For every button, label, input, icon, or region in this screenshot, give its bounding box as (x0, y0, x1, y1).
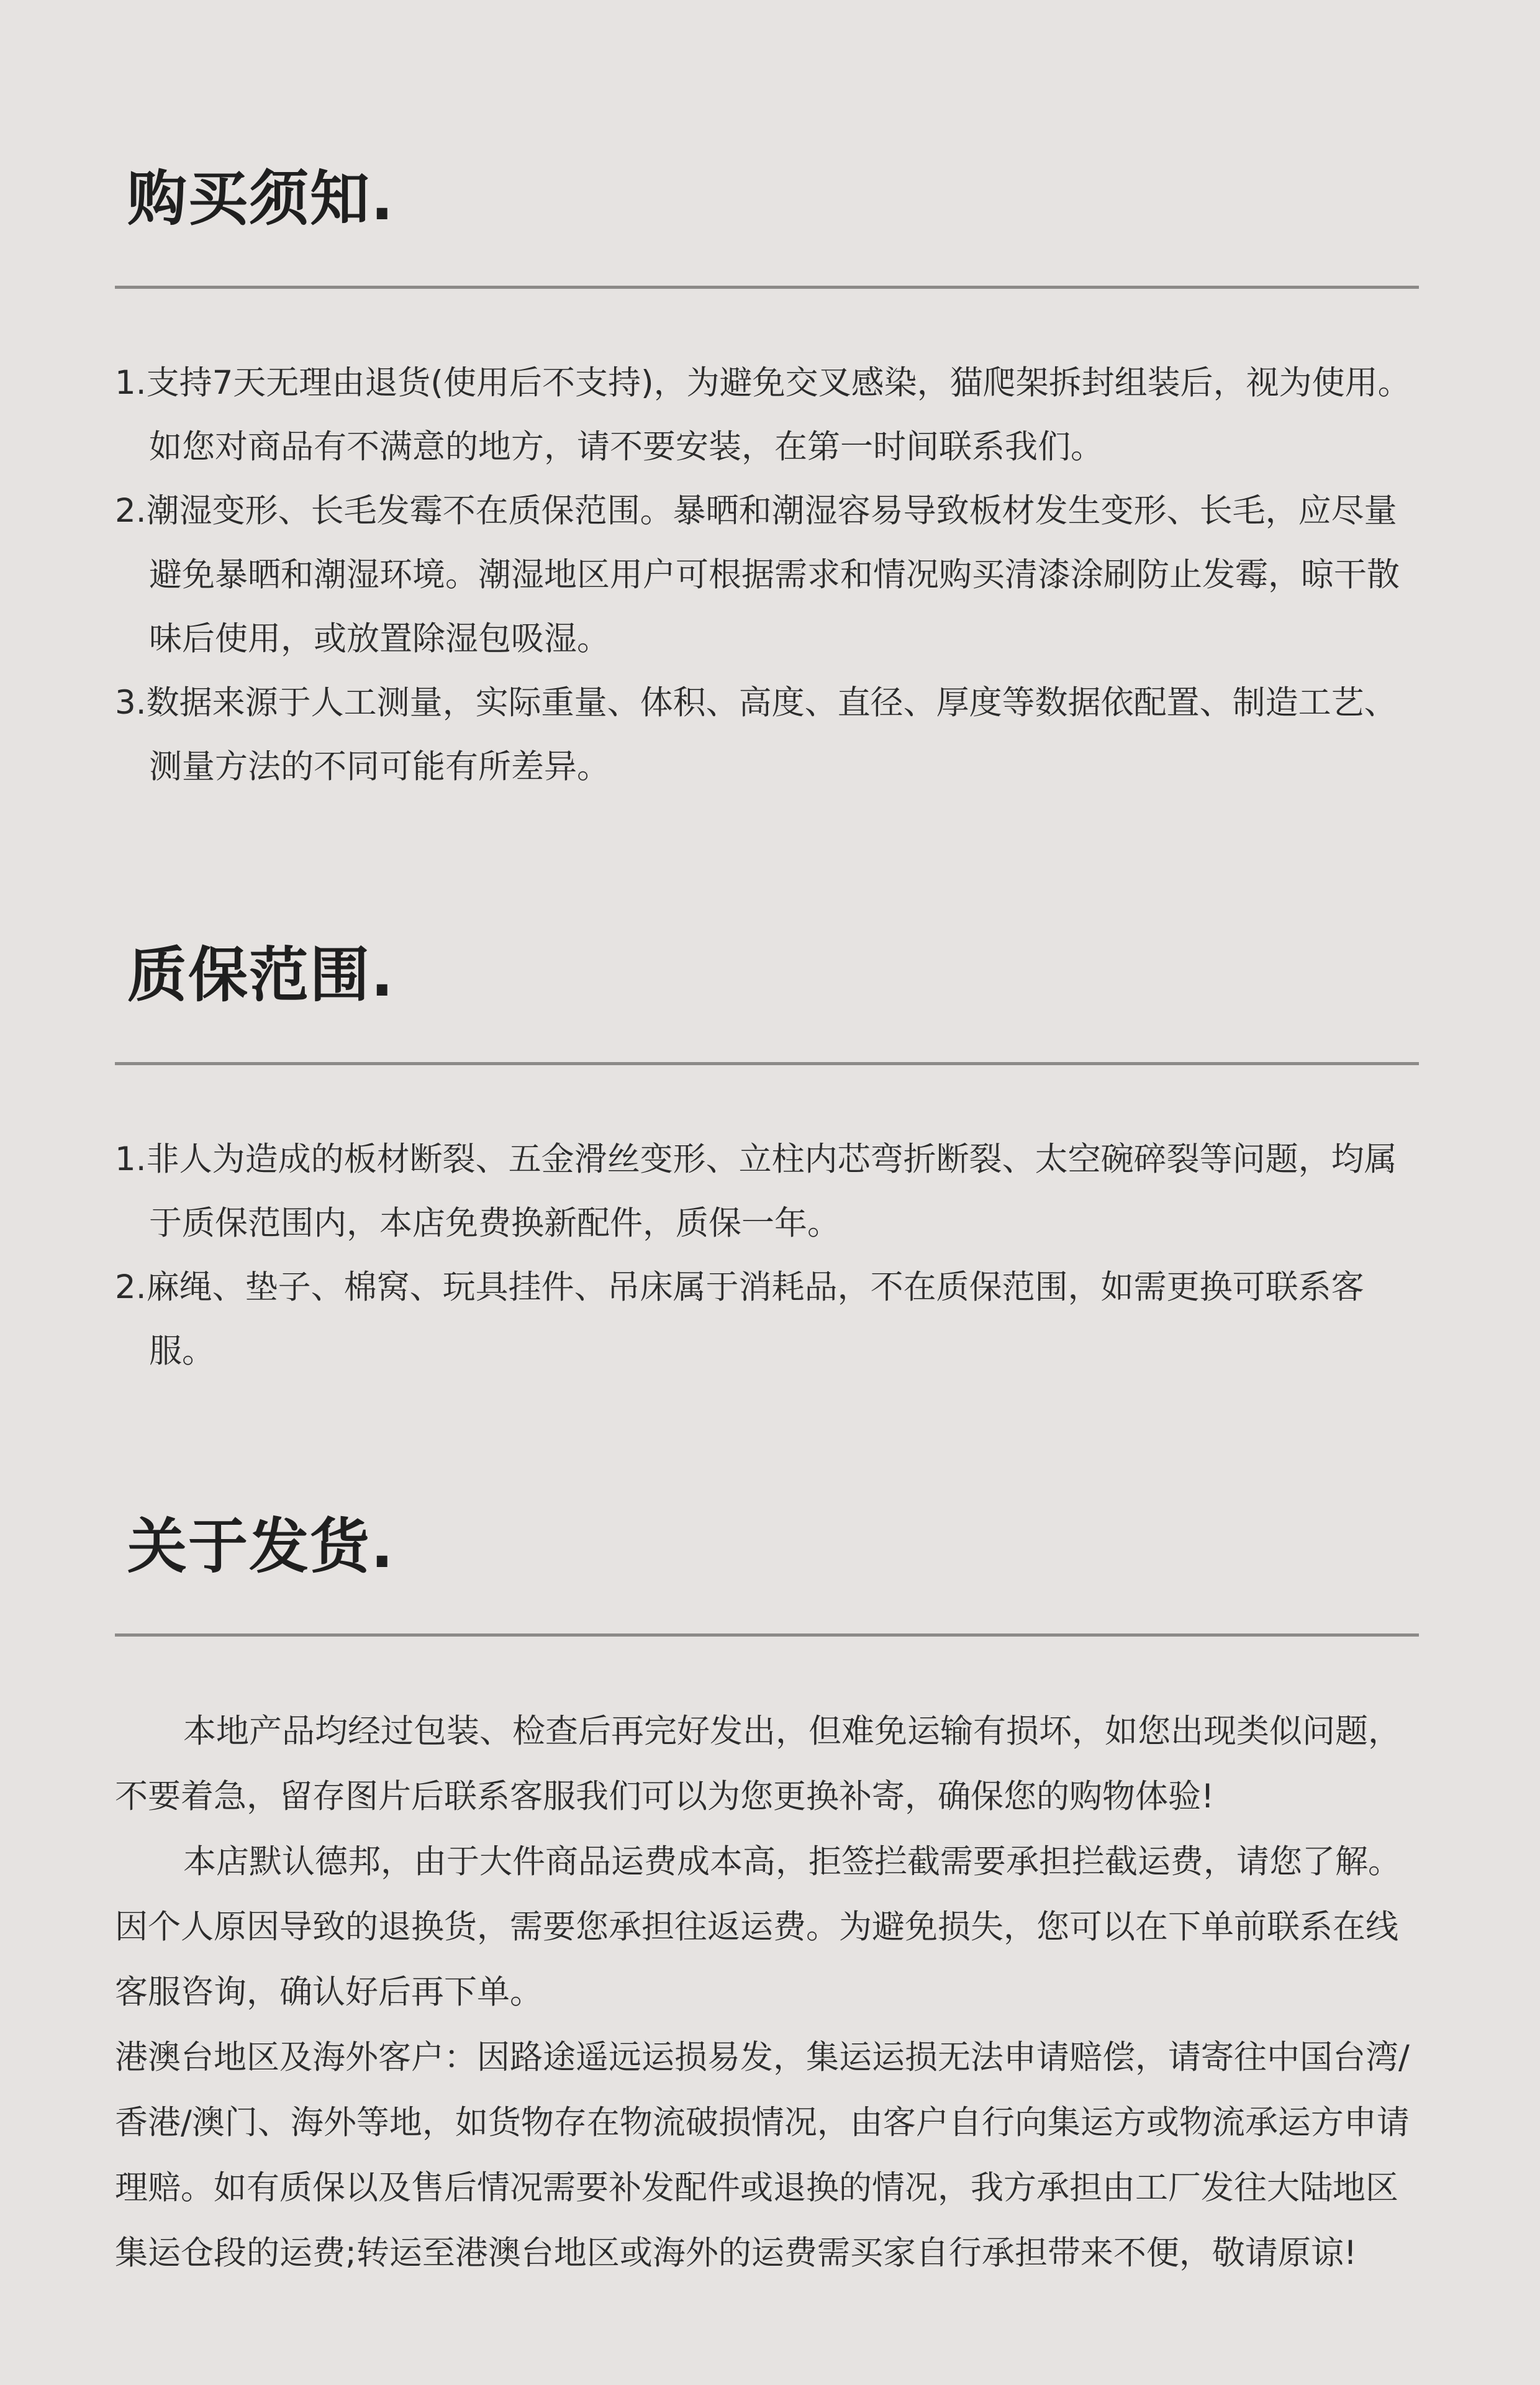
section-title: 质保范围. (127, 940, 395, 1010)
section-title: 购买须知. (127, 164, 395, 234)
shipping-section (115, 1509, 1425, 2286)
purchase-notice-section (115, 161, 1425, 799)
list-item: 3.数据来源于人工测量，实际重量、体积、高度、直径、厚度等数据依配置、制造工艺、测量方法的不同可能有所差异。 (115, 684, 1397, 786)
section-divider (115, 1062, 1419, 1065)
list-item: 2.潮湿变形、长毛发霉不在质保范围。暴晒和潮湿容易导致板材发生变形、长毛，应尽量避免暴晒和潮湿环境。潮湿地区用户可根据需求和情况购买清漆涂刷防止发霉，晾干散味后使用，或放置除湿包吸湿。 (115, 492, 1400, 658)
shipping-paragraph: 本店默认德邦，由于大件商品运费成本高，拒签拦截需要承担拦截运费，请您了解。因个人原因导致的退换货，需要您承担往返运费。为避免损失，您可以在下单前联系在线客服咨询，确认好后再下单。 (115, 1843, 1401, 2011)
shipping-paragraph: 港澳台地区及海外客户：因路途遥远运损易发，集运运损无法申请赔偿，请寄往中国台湾/香港/澳门、海外等地，如货物存在物流破损情况，由客户自行向集运方或物流承运方申请理赔。如有质保以及售后情况需要补发配件或退换的情况，我方承担由工厂发往大陆地区集运仓段的运费;转运至港澳台地区或海外的运费需买家自行承担带来不便，敬请原谅! (115, 2038, 1410, 2272)
warranty-list (115, 1127, 1425, 1383)
purchase-notice-list (115, 351, 1425, 799)
shipping-text (115, 1699, 1425, 2286)
list-item: 1.非人为造成的板材断裂、五金滑丝变形、立柱内芯弯折断裂、太空碗碎裂等问题，均属于质保范围内，本店免费换新配件，质保一年。 (115, 1140, 1397, 1242)
section-title: 关于发货. (127, 1512, 395, 1581)
section-divider (115, 286, 1419, 289)
section-divider (115, 1633, 1419, 1637)
list-item: 1.支持7天无理由退货(使用后不支持)，为避免交叉感染，猫爬架拆封组装后，视为使用。如您对商品有不满意的地方，请不要安装，在第一时间联系我们。 (115, 364, 1411, 466)
warranty-section (115, 938, 1425, 1383)
list-item: 2.麻绳、垫子、棉窝、玩具挂件、吊床属于消耗品，不在质保范围，如需更换可联系客服。 (115, 1268, 1364, 1370)
shipping-paragraph: 本地产品均经过包装、检查后再完好发出，但难免运输有损坏，如您出现类似问题，不要着急，留存图片后联系客服我们可以为您更换补寄，确保您的购物体验! (115, 1712, 1401, 1815)
